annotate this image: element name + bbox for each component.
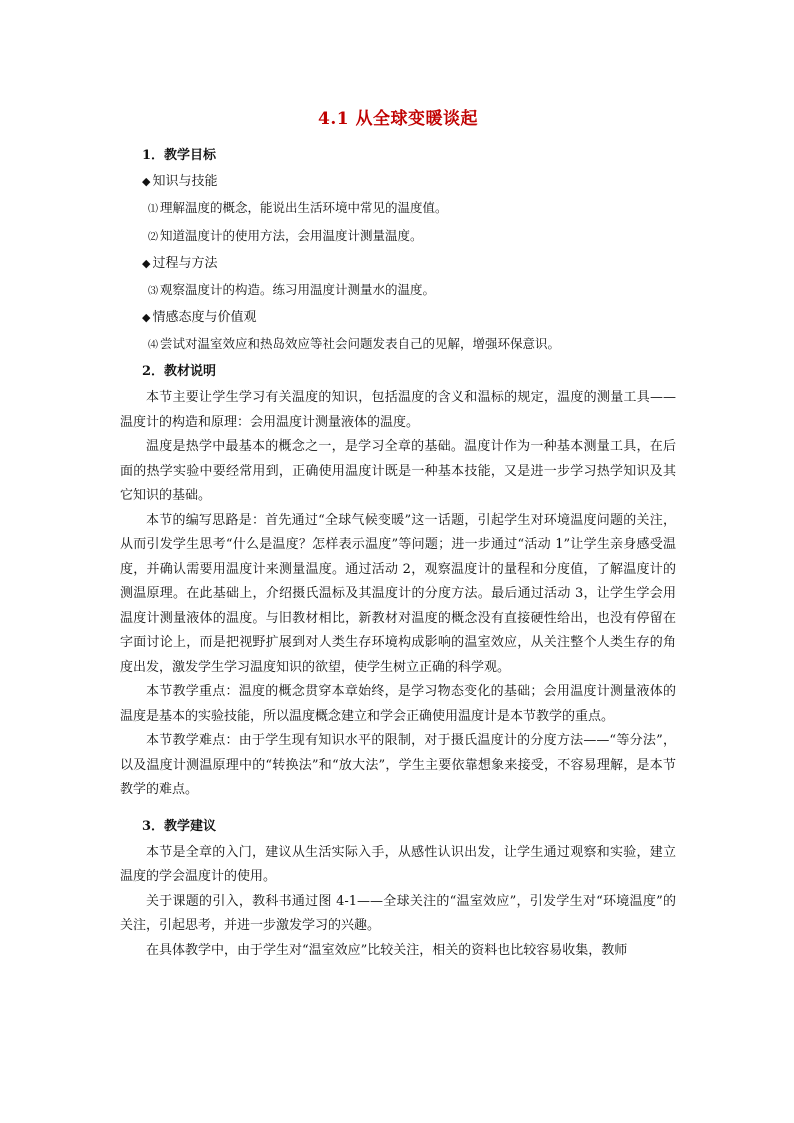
paragraph: 本节主要让学生学习有关温度的知识，包括温度的含义和温标的规定，温度的测量工具——温度计的构造和原理：会用温度计测量液体的温度。 [120, 390, 676, 430]
item-number: ⑴ [148, 204, 158, 215]
diamond-bullet-icon: ◆ [142, 175, 151, 188]
section-heading-materials: 2．教材说明 [142, 364, 217, 379]
paragraph: 本节教学重点：温度的概念贯穿本章始终，是学习物态变化的基础；会用温度计测量液体的温度是基本的实验技能，所以温度概念建立和学会正确使用温度计是本节教学的重点。 [120, 684, 676, 724]
document-page [120, 96, 676, 963]
subheading-text: 情感态度与价值观 [152, 310, 257, 325]
objective-item-3 [148, 278, 676, 304]
item-text: 尝试对温室效应和热岛效应等社会问题发表自己的见解，增强环保意识。 [160, 336, 561, 351]
item-number: ⑵ [148, 232, 158, 243]
objective-item-4 [148, 332, 676, 358]
item-number: ⑷ [148, 340, 158, 351]
paragraph: 关于课题的引入，教科书通过图 4-1——全球关注的“温室效应”，引发学生对“环境温度”的关注，引起思考，并进一步激发学习的兴趣。 [120, 893, 676, 933]
objective-item-2 [148, 224, 676, 250]
section-heading-objectives: 1．教学目标 [142, 148, 217, 163]
item-text: 观察温度计的构造。练习用温度计测量水的温度。 [160, 282, 436, 297]
paragraph: 温度是热学中最基本的概念之一，是学习全章的基础。温度计作为一种基本测量工具，在后面的热学实验中要经常用到，正确使用温度计既是一种基本技能，又是进一步学习热学知识及其它知识的基础。 [120, 439, 676, 503]
paragraph: 在具体教学中，由于学生对“温室效应”比较关注，相关的资料也比较容易收集，教师 [146, 942, 628, 958]
diamond-bullet-icon: ◆ [142, 311, 151, 324]
section-spacer [120, 803, 676, 815]
subheading-text: 过程与方法 [152, 256, 218, 271]
diamond-bullet-icon: ◆ [142, 257, 151, 270]
paragraph: 本节教学难点：由于学生现有知识水平的限制，对于摄氏温度计的分度方法——“等分法”，以及温度计测温原理中的“转换法”和“放大法”，学生主要依靠想象来接受，不容易理解，是本节教学的难点。 [120, 733, 676, 797]
subheading-text: 知识与技能 [152, 174, 218, 189]
item-number: ⑶ [148, 286, 158, 297]
item-text: 知道温度计的使用方法，会用温度计测量温度。 [160, 228, 423, 243]
subheading-knowledge-skills [142, 170, 676, 194]
item-text: 理解温度的概念，能说出生活环境中常见的温度值。 [160, 200, 448, 215]
subheading-process-methods [142, 252, 676, 276]
objective-item-1 [148, 196, 676, 222]
page-title: 4.1 从全球变暖谈起 [318, 109, 478, 129]
paragraph: 本节的编写思路是：首先通过“全球气候变暖”这一话题，引起学生对环境温度问题的关注，从而引发学生思考“什么是温度？怎样表示温度”等问题；进一步通过“活动 1”让学生亲身感受温度，并确认需要用温度计来测量温度。通过活动 2，观察温度计的量程和分度值，了解温度计的测温原理。在此基础上，介绍摄氏温标及其温度计的分度方法。最后通过活动 3，让学生学会用温度计测量液体的温度。与旧教材相比，新教材对温度的概念没有直接硬性给出，也没有停留在字面讨论上，而是把视野扩展到对人类生存环境构成影响的温室效应，从关注整个人类生存的角度出发，激发学生学习温度知识的欲望，使学生树立正确的科学观。 [120, 512, 676, 675]
section-heading-suggestions: 3．教学建议 [142, 818, 217, 834]
paragraph: 本节是全章的入门，建议从生活实际入手，从感性认识出发，让学生通过观察和实验，建立温度的学会温度计的使用。 [120, 844, 676, 884]
subheading-attitudes-values [142, 306, 676, 330]
